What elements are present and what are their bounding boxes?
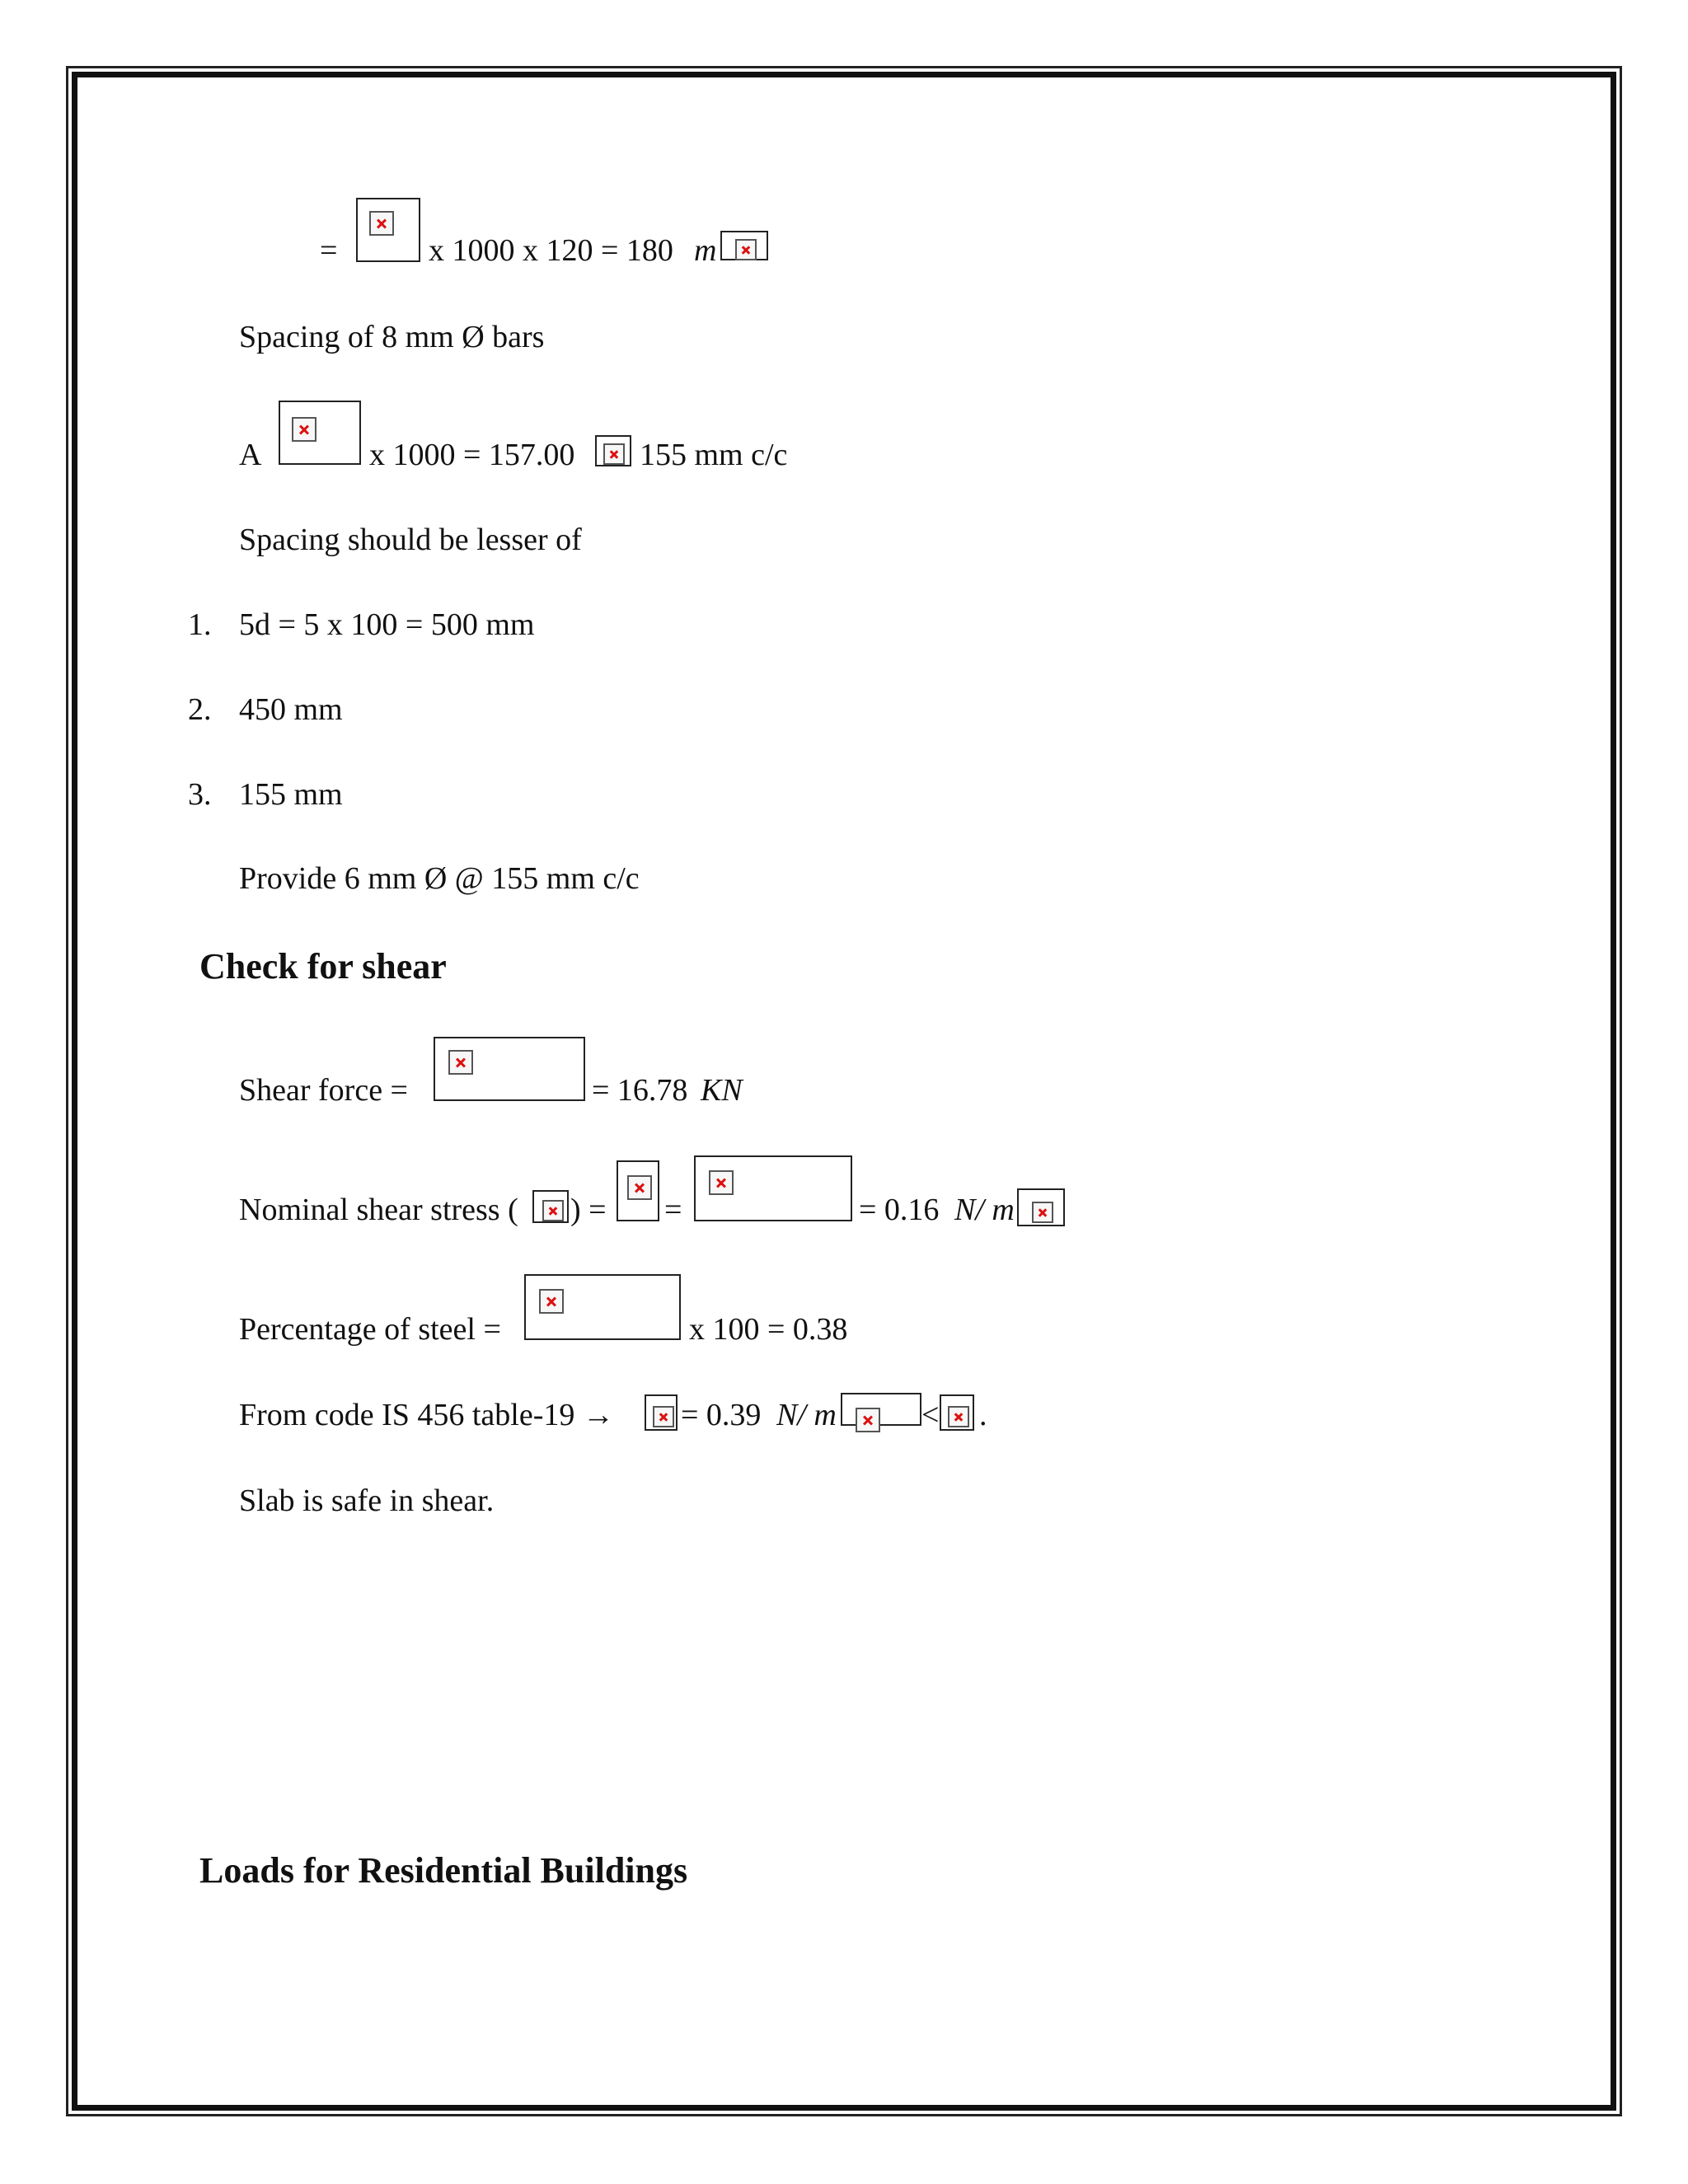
list-item: 155 mm bbox=[239, 777, 343, 812]
broken-image-placeholder bbox=[1017, 1188, 1065, 1226]
broken-image-icon bbox=[709, 1170, 734, 1195]
broken-image-icon bbox=[856, 1408, 880, 1432]
broken-image-placeholder bbox=[356, 198, 420, 262]
broken-image-placeholder bbox=[434, 1037, 585, 1101]
nominal-stress-close: ) = bbox=[570, 1193, 607, 1227]
broken-image-icon bbox=[948, 1406, 969, 1427]
broken-image-placeholder bbox=[940, 1394, 974, 1431]
section-heading-shear: Check for shear bbox=[199, 946, 447, 987]
area-formula-text: x 1000 x 120 = 180 bbox=[429, 233, 673, 268]
shear-force-unit: KN bbox=[701, 1073, 743, 1108]
spacing-result-text: 155 mm c/c bbox=[640, 438, 788, 472]
code-permissible-value: = 0.39 bbox=[681, 1398, 762, 1432]
shear-force-value: = 16.78 bbox=[592, 1073, 688, 1108]
nominal-stress-unit: N/ m bbox=[954, 1193, 1015, 1227]
nominal-stress-label: Nominal shear stress ( bbox=[239, 1193, 518, 1227]
code-permissible-unit: N/ m bbox=[776, 1398, 837, 1432]
list-number: 1. bbox=[188, 607, 212, 642]
broken-image-icon bbox=[603, 443, 625, 465]
broken-image-icon bbox=[653, 1406, 674, 1427]
broken-image-icon bbox=[369, 211, 394, 236]
broken-image-placeholder bbox=[595, 435, 631, 466]
broken-image-icon bbox=[627, 1175, 652, 1200]
broken-image-icon bbox=[292, 417, 316, 442]
spacing-condition-text: Spacing should be lesser of bbox=[239, 523, 582, 557]
broken-image-placeholder bbox=[720, 231, 768, 260]
code-reference-label: From code IS 456 table-19 → bbox=[239, 1398, 614, 1432]
equals-sign: = bbox=[320, 233, 338, 268]
unit-text: m bbox=[694, 233, 717, 268]
broken-image-icon bbox=[542, 1200, 564, 1221]
list-item: 450 mm bbox=[239, 692, 343, 727]
broken-image-placeholder bbox=[841, 1393, 921, 1426]
list-number: 2. bbox=[188, 692, 212, 727]
broken-image-placeholder bbox=[694, 1155, 852, 1221]
shear-conclusion-text: Slab is safe in shear. bbox=[239, 1483, 495, 1518]
shear-force-label: Shear force = bbox=[239, 1073, 408, 1108]
broken-image-icon bbox=[1032, 1202, 1053, 1223]
spacing-calc-text: x 1000 = 157.00 bbox=[369, 438, 575, 472]
broken-image-placeholder bbox=[524, 1274, 681, 1340]
nominal-stress-value: = 0.16 bbox=[859, 1193, 940, 1227]
spacing-heading-text: Spacing of 8 mm Ø bars bbox=[239, 320, 545, 354]
area-symbol: A bbox=[239, 438, 262, 472]
broken-image-icon bbox=[735, 239, 757, 260]
list-number: 3. bbox=[188, 777, 212, 812]
provision-text: Provide 6 mm Ø @ 155 mm c/c bbox=[239, 861, 640, 896]
equals-sign: = bbox=[664, 1193, 682, 1227]
broken-image-placeholder bbox=[645, 1394, 678, 1431]
steel-percentage-value: x 100 = 0.38 bbox=[689, 1312, 848, 1347]
broken-image-icon bbox=[539, 1289, 564, 1314]
broken-image-placeholder bbox=[279, 401, 361, 465]
list-item: 5d = 5 x 100 = 500 mm bbox=[239, 607, 535, 642]
period: . bbox=[979, 1398, 987, 1432]
section-heading-loads: Loads for Residential Buildings bbox=[199, 1850, 688, 1891]
broken-image-placeholder bbox=[532, 1190, 569, 1223]
broken-image-placeholder bbox=[617, 1160, 659, 1221]
broken-image-icon bbox=[448, 1050, 473, 1075]
steel-percentage-label: Percentage of steel = bbox=[239, 1312, 501, 1347]
less-than-sign: < bbox=[921, 1398, 940, 1432]
